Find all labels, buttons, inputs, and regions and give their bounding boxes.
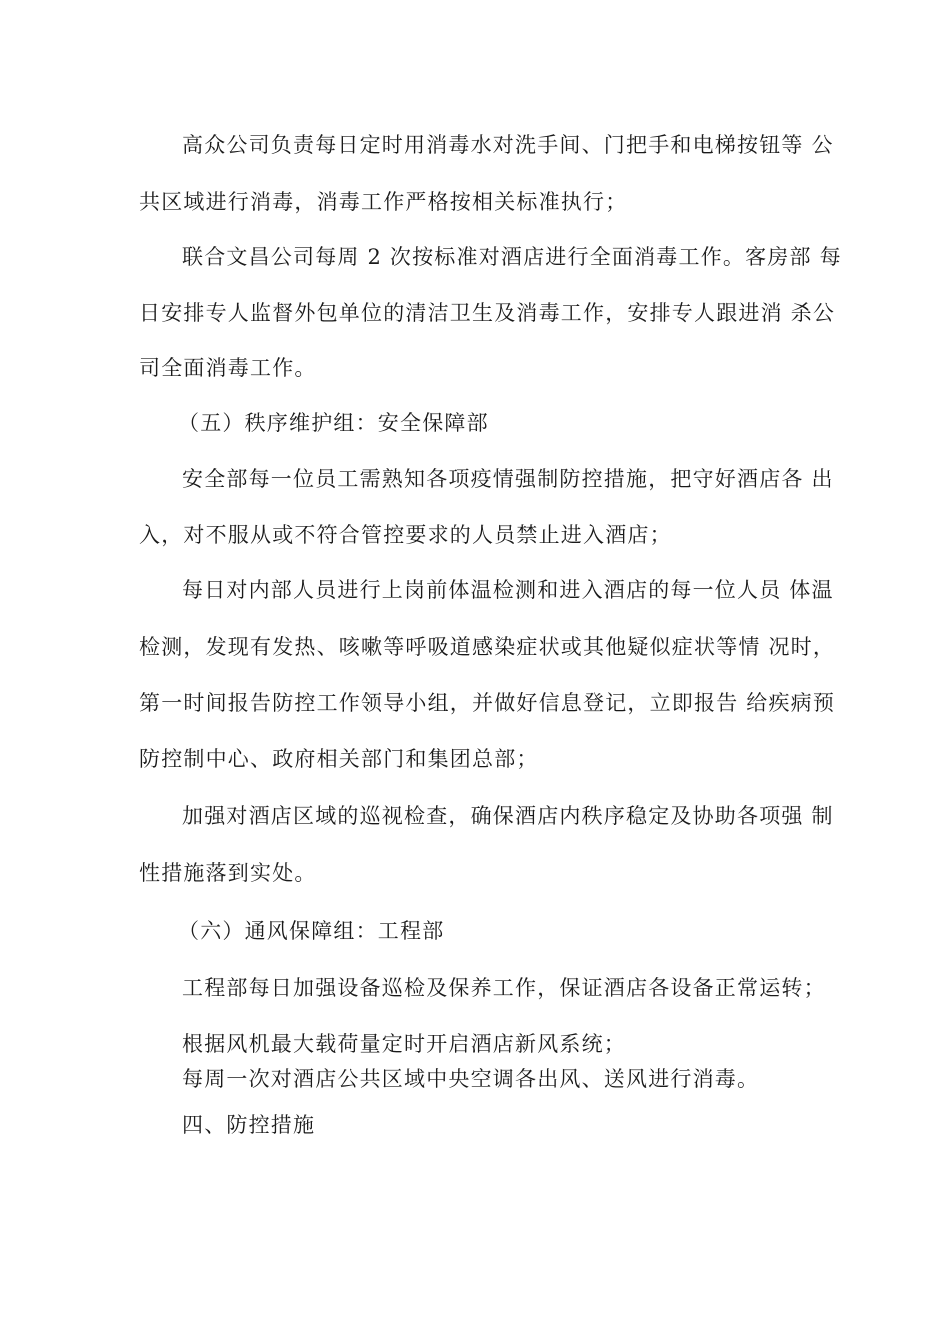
- paragraph-line: 每日对内部人员进行上岗前体温检测和进入酒店的每一位人员 体温: [182, 578, 834, 602]
- paragraph-line: 工程部每日加强设备巡检及保养工作，保证酒店各设备正常运转；: [182, 976, 826, 1000]
- paragraph-line: 加强对酒店区域的巡视检查，确保酒店内秩序稳定及协助各项强 制: [182, 804, 834, 828]
- paragraph-line: 入，对不服从或不符合管控要求的人员禁止进入酒店；: [139, 523, 672, 547]
- paragraph-line: 防控制中心、政府相关部门和集团总部；: [139, 747, 539, 771]
- paragraph-line: 第一时间报告防控工作领导小组，并做好信息登记，立即报告 给疾病预: [139, 691, 836, 715]
- section-heading: 四、防控措施: [182, 1113, 316, 1137]
- paragraph-line: 高众公司负责每日定时用消毒水对洗手间、门把手和电梯按钮等 公: [182, 133, 834, 157]
- paragraph-line: 联合文昌公司每周 2 次按标准对酒店进行全面消毒工作。客房部 每: [182, 245, 842, 269]
- paragraph-line: 共区域进行消毒，消毒工作严格按相关标准执行；: [139, 190, 628, 214]
- paragraph-line: 性措施落到实处。: [139, 861, 317, 885]
- paragraph-line: 日安排专人监督外包单位的清洁卫生及消毒工作，安排专人跟进消 杀公: [139, 301, 836, 325]
- paragraph-line: 检测，发现有发热、咳嗽等呼吸道感染症状或其他疑似症状等情 况时，: [139, 635, 836, 659]
- section-heading: （六）通风保障组：工程部: [178, 919, 445, 943]
- paragraph-line: 司全面消毒工作。: [139, 356, 317, 380]
- paragraph-line: 安全部每一位员工需熟知各项疫情强制防控措施，把守好酒店各 出: [182, 467, 834, 491]
- paragraph-line: 每周一次对酒店公共区域中央空调各出风、送风进行消毒。: [182, 1067, 760, 1091]
- paragraph-line: 根据风机最大载荷量定时开启酒店新风系统；: [182, 1032, 626, 1056]
- section-heading: （五）秩序维护组：安全保障部: [178, 411, 489, 435]
